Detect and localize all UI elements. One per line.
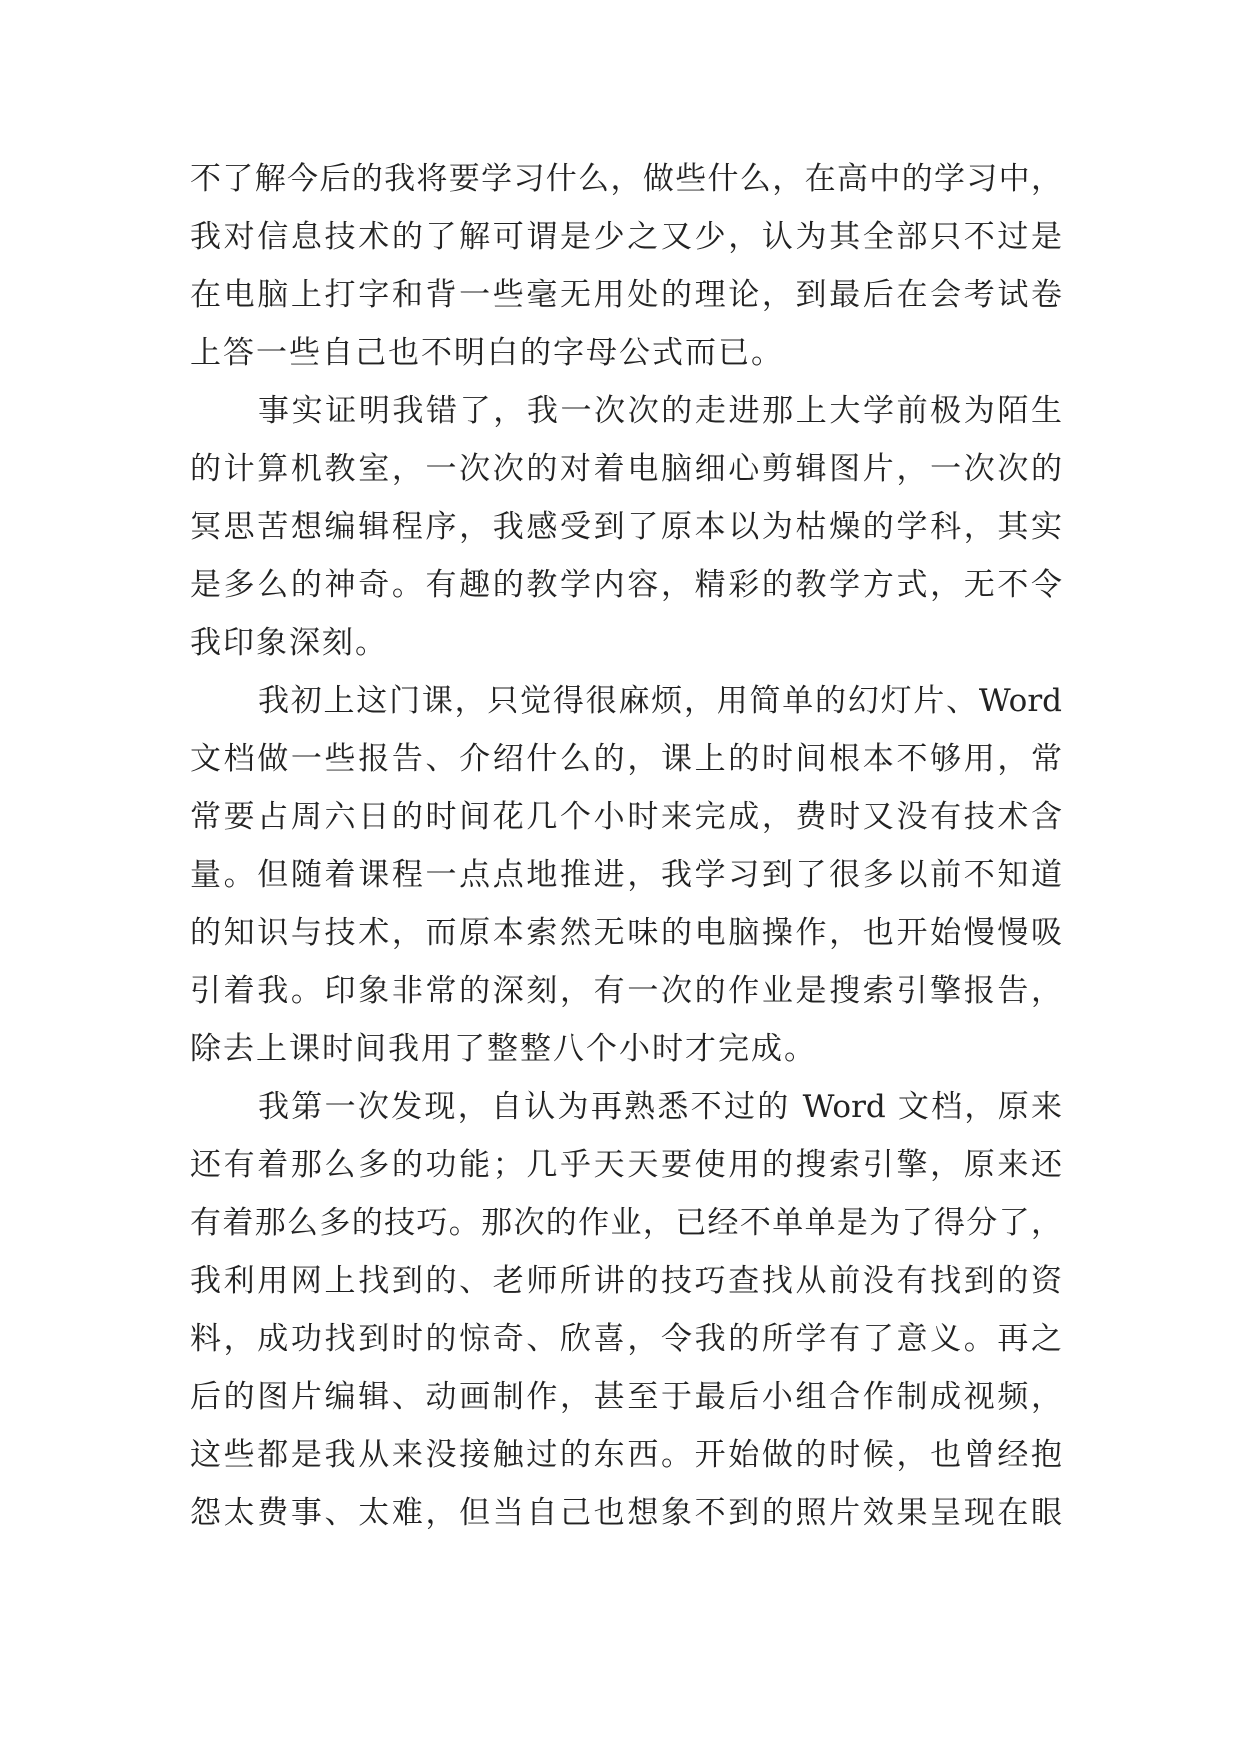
text-line: 还有着那么多的功能；几乎天天要使用的搜索引擎，原来还 <box>190 1147 1062 1183</box>
text-line: 的知识与技术，而原本索然无味的电脑操作，也开始慢慢吸 <box>190 915 1062 951</box>
text-line: 我印象深刻。 <box>190 625 388 661</box>
body-text <box>190 150 1062 1542</box>
text-line: 冥思苦想编辑程序，我感受到了原本以为枯燥的学科，其实 <box>190 509 1062 545</box>
text-line: 除去上课时间我用了整整八个小时才完成。 <box>190 1031 817 1067</box>
text-line: 文档做一些报告、介绍什么的，课上的时间根本不够用，常 <box>190 741 1062 777</box>
paragraph-first-line: 我初上这门课，只觉得很麻烦，用简单的幻灯片、Word <box>258 683 1062 719</box>
text-line: 料，成功找到时的惊奇、欣喜，令我的所学有了意义。再之 <box>190 1321 1062 1357</box>
text-line: 怨太费事、太难，但当自己也想象不到的照片效果呈现在眼 <box>190 1495 1062 1531</box>
text-line: 的计算机教室，一次次的对着电脑细心剪辑图片，一次次的 <box>190 451 1062 487</box>
text-line: 常要占周六日的时间花几个小时来完成，费时又没有技术含 <box>190 799 1062 835</box>
text-line: 不了解今后的我将要学习什么，做些什么，在高中的学习中， <box>190 161 1062 197</box>
text-line: 引着我。印象非常的深刻，有一次的作业是搜索引擎报告， <box>190 973 1062 1009</box>
text-line: 后的图片编辑、动画制作，甚至于最后小组合作制成视频， <box>190 1379 1062 1415</box>
paragraph-first-line: 我第一次发现，自认为再熟悉不过的 Word 文档，原来 <box>258 1089 1062 1125</box>
text-line: 是多么的神奇。有趣的教学内容，精彩的教学方式，无不令 <box>190 567 1062 603</box>
text-line: 量。但随着课程一点点地推进，我学习到了很多以前不知道 <box>190 857 1062 893</box>
paragraph-first-line: 事实证明我错了，我一次次的走进那上大学前极为陌生 <box>258 393 1062 429</box>
text-line: 在电脑上打字和背一些毫无用处的理论，到最后在会考试卷 <box>190 277 1062 313</box>
text-line: 这些都是我从来没接触过的东西。开始做的时候，也曾经抱 <box>190 1437 1062 1473</box>
text-line: 有着那么多的技巧。那次的作业，已经不单单是为了得分了， <box>190 1205 1062 1241</box>
text-line: 我利用网上找到的、老师所讲的技巧查找从前没有找到的资 <box>190 1263 1062 1299</box>
text-line: 上答一些自己也不明白的字母公式而已。 <box>190 335 784 371</box>
text-line: 我对信息技术的了解可谓是少之又少，认为其全部只不过是 <box>190 219 1062 255</box>
